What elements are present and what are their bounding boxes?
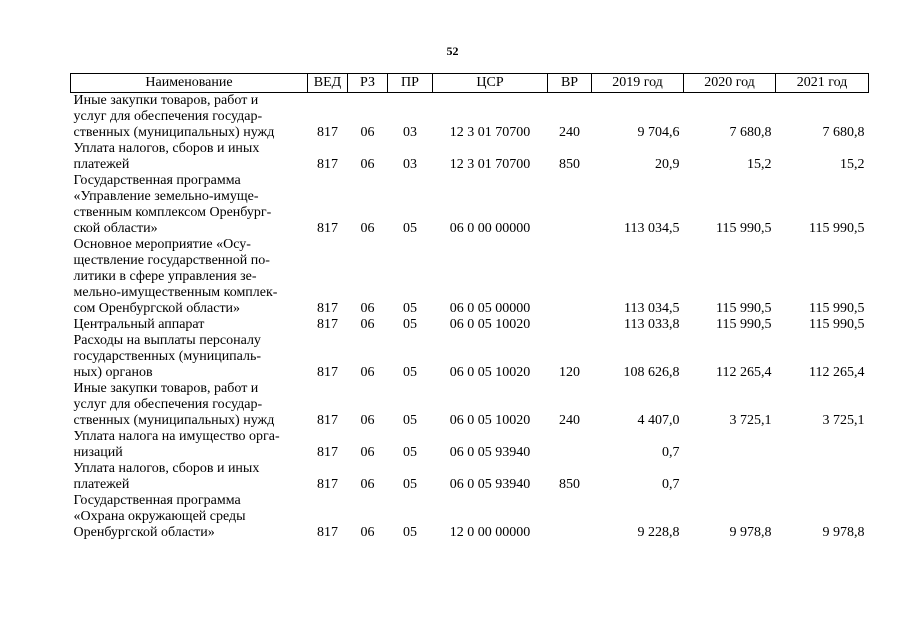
cell-name-line: «Управление земельно-имуще- (73, 189, 259, 204)
cell-name-line: Государственная программа (73, 493, 241, 508)
cell-name-line: платежей (73, 477, 130, 492)
cell-2019: 0,7 (662, 477, 680, 492)
cell-vr (548, 493, 592, 541)
table-row (71, 333, 869, 381)
cell-2021 (776, 461, 869, 493)
column-header-rz: РЗ (348, 74, 388, 93)
cell-pr: 05 (403, 317, 417, 332)
cell-ved: 817 (317, 221, 338, 236)
cell-2021: 115 990,5 (809, 317, 865, 332)
cell-csr: 06 0 05 93940 (449, 445, 531, 460)
cell-vr (548, 429, 592, 461)
cell-name-line: Иные закупки товаров, работ и (73, 381, 259, 396)
cell-csr: 06 0 05 10020 (449, 365, 531, 380)
cell-rz: 06 (360, 221, 375, 236)
cell-name (71, 173, 308, 237)
cell-ved: 817 (317, 317, 338, 332)
cell-name-line: низаций (73, 445, 123, 460)
cell-csr: 06 0 05 00000 (449, 301, 531, 316)
cell-name-line: Уплата налогов, сборов и иных (73, 461, 260, 476)
cell-2021 (776, 429, 869, 461)
cell-name-line: литики в сфере управления зе- (73, 269, 257, 284)
cell-name-line: ществление государственной по- (73, 253, 270, 268)
column-header-2020: 2020 год (684, 74, 776, 93)
cell-pr: 05 (403, 413, 417, 428)
column-header-2019: 2019 год (592, 74, 684, 93)
table-row (71, 173, 869, 237)
cell-name-line: Центральный аппарат (73, 317, 205, 332)
cell-2019: 9 704,6 (637, 125, 680, 140)
cell-name (71, 429, 308, 461)
cell-name-line: мельно-имущественным комплек- (73, 285, 278, 300)
cell-pr: 05 (403, 301, 417, 316)
cell-2020 (684, 461, 776, 493)
cell-rz: 06 (360, 365, 375, 380)
cell-name (71, 381, 308, 429)
cell-vr (548, 173, 592, 237)
column-header-2021: 2021 год (776, 74, 869, 93)
cell-csr: 12 3 01 70700 (449, 157, 531, 172)
table-row (71, 429, 869, 461)
cell-name-line: ственных (муниципальных) нужд (73, 125, 275, 140)
cell-name-line: Оренбургской области» (73, 525, 215, 540)
cell-2021: 112 265,4 (809, 365, 865, 380)
cell-2020: 15,2 (747, 157, 772, 172)
cell-2019: 113 033,8 (624, 317, 680, 332)
cell-rz: 06 (360, 413, 375, 428)
cell-name-line: сом Оренбургской области» (73, 301, 241, 316)
cell-name-line: ственным комплексом Оренбург- (73, 205, 272, 220)
cell-csr: 06 0 05 10020 (449, 413, 531, 428)
cell-name-line: услуг для обеспечения государ- (73, 397, 263, 412)
cell-name-line: Расходы на выплаты персоналу (73, 333, 261, 348)
cell-pr: 05 (403, 365, 417, 380)
cell-2021: 3 725,1 (822, 413, 865, 428)
cell-2020: 115 990,5 (716, 221, 772, 236)
cell-ved: 817 (317, 301, 338, 316)
cell-rz: 06 (360, 301, 375, 316)
cell-2021: 15,2 (840, 157, 865, 172)
cell-ved: 817 (317, 125, 338, 140)
cell-vr: 120 (559, 365, 580, 380)
table-row (71, 461, 869, 493)
cell-2020: 115 990,5 (716, 317, 772, 332)
cell-pr: 03 (403, 125, 417, 140)
cell-2021: 9 978,8 (822, 525, 865, 540)
cell-csr: 12 0 00 00000 (449, 525, 531, 540)
table-row (71, 493, 869, 541)
cell-name-line: ской области» (73, 221, 158, 236)
cell-2019: 108 626,8 (623, 365, 680, 380)
cell-2020: 7 680,8 (729, 125, 772, 140)
cell-name-line: Государственная программа (73, 173, 241, 188)
cell-2020 (684, 429, 776, 461)
cell-2019: 9 228,8 (637, 525, 680, 540)
cell-pr: 03 (403, 157, 417, 172)
cell-csr: 06 0 05 93940 (449, 477, 531, 492)
cell-2019: 20,9 (655, 157, 680, 172)
cell-name-line: государственных (муниципаль- (73, 349, 262, 364)
cell-vr (548, 237, 592, 317)
cell-name-line: Уплата налогов, сборов и иных (73, 141, 260, 156)
cell-vr: 240 (559, 125, 580, 140)
cell-ved: 817 (317, 413, 338, 428)
cell-vr (548, 317, 592, 333)
cell-2020: 9 978,8 (729, 525, 772, 540)
cell-csr: 06 0 00 00000 (449, 221, 531, 236)
table-row (71, 381, 869, 429)
cell-csr: 12 3 01 70700 (449, 125, 531, 140)
cell-name-line: Уплата налога на имущество орга- (73, 429, 280, 444)
cell-pr: 05 (403, 445, 417, 460)
table-row (71, 317, 869, 333)
cell-2020: 112 265,4 (716, 365, 772, 380)
cell-2021: 7 680,8 (822, 125, 865, 140)
cell-rz: 06 (360, 317, 375, 332)
cell-ved: 817 (317, 525, 338, 540)
cell-ved: 817 (317, 365, 338, 380)
cell-pr: 05 (403, 221, 417, 236)
cell-ved: 817 (317, 477, 338, 492)
budget-table (70, 73, 869, 541)
cell-name (71, 333, 308, 381)
cell-vr: 240 (559, 413, 580, 428)
cell-name-line: ных) органов (73, 365, 153, 380)
table-row (71, 93, 869, 142)
column-header-vr: ВР (548, 74, 592, 93)
cell-rz: 06 (360, 445, 375, 460)
cell-pr: 05 (403, 477, 417, 492)
column-header-ved: ВЕД (308, 74, 348, 93)
cell-ved: 817 (317, 157, 338, 172)
cell-csr: 06 0 05 10020 (449, 317, 531, 332)
cell-2019: 0,7 (662, 445, 680, 460)
cell-name (71, 317, 308, 333)
cell-vr: 850 (559, 477, 580, 492)
cell-ved: 817 (317, 445, 338, 460)
table-row (71, 141, 869, 173)
cell-name-line: ственных (муниципальных) нужд (73, 413, 275, 428)
cell-name (71, 461, 308, 493)
cell-name-line: «Охрана окружающей среды (73, 509, 246, 524)
cell-2019: 4 407,0 (637, 413, 680, 428)
cell-name-line: платежей (73, 157, 130, 172)
column-header-name: Наименование (71, 74, 308, 93)
column-header-pr: ПР (388, 74, 433, 93)
cell-2019: 113 034,5 (624, 221, 680, 236)
cell-2020: 3 725,1 (729, 413, 772, 428)
cell-rz: 06 (360, 157, 375, 172)
cell-2020: 115 990,5 (716, 301, 772, 316)
cell-name-line: Иные закупки товаров, работ и (73, 93, 259, 108)
table-row (71, 237, 869, 317)
page-number: 52 (446, 44, 459, 58)
cell-pr: 05 (403, 525, 417, 540)
cell-name-line: Основное мероприятие «Осу- (73, 237, 251, 252)
cell-name (71, 141, 308, 173)
cell-vr: 850 (559, 157, 580, 172)
cell-2021: 115 990,5 (809, 221, 865, 236)
cell-name (71, 493, 308, 541)
cell-rz: 06 (360, 525, 375, 540)
table-header-row (71, 74, 869, 93)
cell-name-line: услуг для обеспечения государ- (73, 109, 263, 124)
cell-2019: 113 034,5 (624, 301, 680, 316)
cell-rz: 06 (360, 125, 375, 140)
cell-2021: 115 990,5 (809, 301, 865, 316)
column-header-csr: ЦСР (433, 74, 548, 93)
cell-name (71, 93, 308, 142)
cell-rz: 06 (360, 477, 375, 492)
cell-name (71, 237, 308, 317)
